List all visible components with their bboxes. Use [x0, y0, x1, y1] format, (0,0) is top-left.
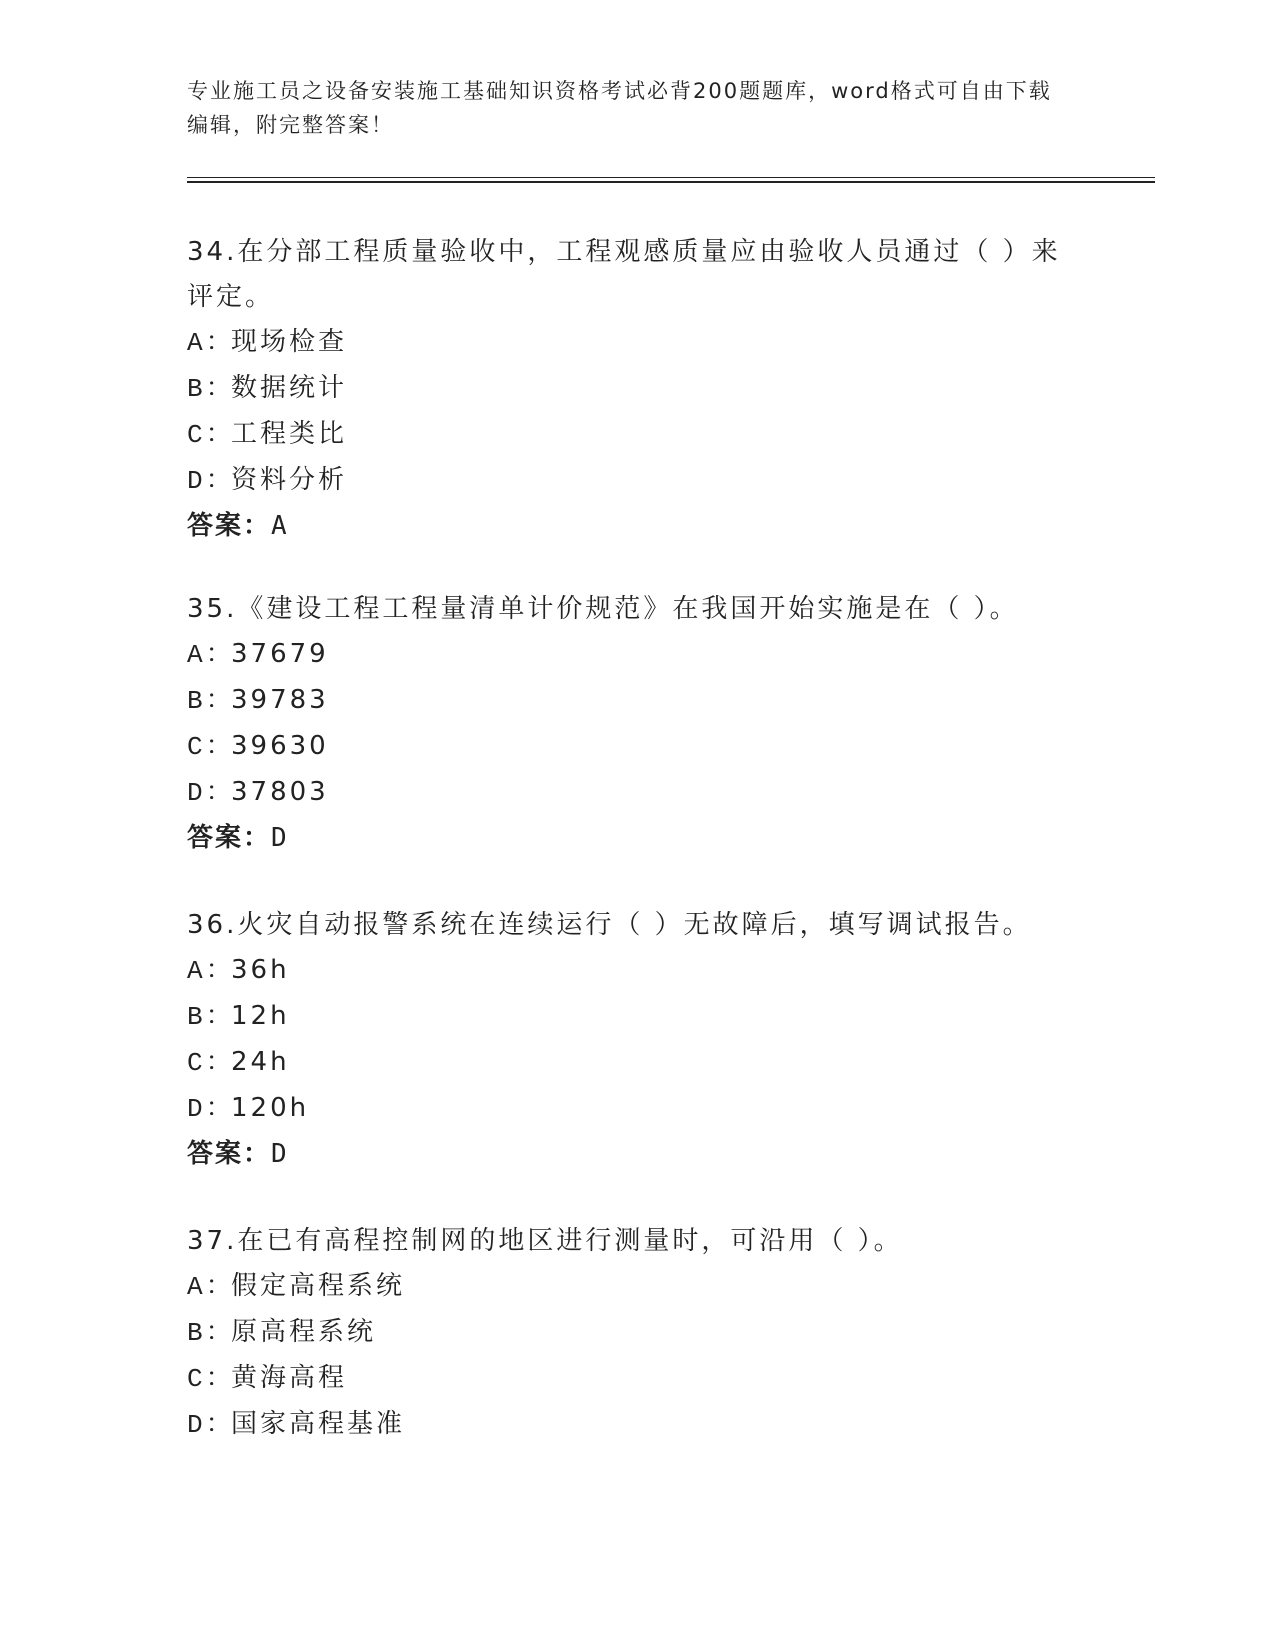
question-stem: 35.《建设工程工程量清单计价规范》在我国开始实施是在（ ）。	[187, 594, 1019, 624]
question-stem: 34.在分部工程质量验收中，工程观感质量应由验收人员通过（ ）来评定。	[187, 237, 1061, 312]
option-key: D：	[187, 778, 235, 808]
option-text: 39783	[231, 685, 329, 715]
option-text: 120h	[231, 1093, 310, 1123]
option-c	[187, 1040, 1067, 1086]
option-key: A：	[187, 956, 235, 986]
option-a	[187, 1264, 1067, 1310]
option-text: 工程类比	[231, 419, 348, 449]
answer-value: A	[271, 511, 289, 541]
option-text: 37803	[231, 777, 329, 807]
question-35	[187, 587, 1067, 861]
header-divider-thick	[187, 181, 1155, 183]
option-text: 24h	[231, 1047, 290, 1077]
option-text: 国家高程基准	[231, 1409, 406, 1439]
option-text: 12h	[231, 1001, 290, 1031]
option-key: A：	[187, 328, 235, 358]
header-divider-thin	[187, 177, 1155, 178]
answer-line	[187, 1132, 1067, 1177]
document-header-title: 专业施工员之设备安装施工基础知识资格考试必背200题题库，word格式可自由下载编辑，附完整答案！	[187, 79, 1052, 137]
option-text: 36h	[231, 955, 290, 985]
option-key: A：	[187, 1272, 235, 1302]
option-d	[187, 770, 1067, 816]
option-c	[187, 724, 1067, 770]
option-text: 假定高程系统	[231, 1271, 406, 1301]
option-text: 黄海高程	[231, 1363, 348, 1393]
option-b	[187, 1310, 1067, 1356]
answer-label: 答案：	[187, 511, 272, 541]
option-a	[187, 948, 1067, 994]
option-c	[187, 412, 1067, 458]
option-key: C：	[187, 1048, 235, 1078]
option-key: D：	[187, 1410, 235, 1440]
option-text: 37679	[231, 639, 329, 669]
option-text: 资料分析	[231, 465, 348, 495]
question-stem: 37.在已有高程控制网的地区进行测量时，可沿用（ ）。	[187, 1226, 903, 1256]
answer-line	[187, 816, 1067, 861]
answer-value: D	[271, 1139, 289, 1169]
option-key: D：	[187, 1094, 235, 1124]
option-key: B：	[187, 1318, 235, 1348]
question-34	[187, 230, 1067, 549]
option-key: B：	[187, 1002, 235, 1032]
option-text: 39630	[231, 731, 329, 761]
option-key: C：	[187, 1364, 235, 1394]
answer-line	[187, 504, 1067, 549]
answer-label: 答案：	[187, 823, 272, 853]
option-text: 数据统计	[231, 373, 348, 403]
option-key: A：	[187, 640, 235, 670]
answer-value: D	[271, 823, 289, 853]
answer-label: 答案：	[187, 1139, 272, 1169]
option-a	[187, 320, 1067, 366]
option-b	[187, 994, 1067, 1040]
option-d	[187, 458, 1067, 504]
option-key: B：	[187, 374, 235, 404]
question-36	[187, 903, 1067, 1177]
option-d	[187, 1086, 1067, 1132]
option-a	[187, 632, 1067, 678]
option-text: 现场检查	[231, 327, 348, 357]
option-b	[187, 678, 1067, 724]
option-key: B：	[187, 686, 235, 716]
option-text: 原高程系统	[231, 1317, 377, 1347]
option-key: C：	[187, 732, 235, 762]
question-37	[187, 1219, 1067, 1448]
option-key: C：	[187, 420, 235, 450]
option-c	[187, 1356, 1067, 1402]
option-d	[187, 1402, 1067, 1448]
option-key: D：	[187, 466, 235, 496]
question-stem: 36.火灾自动报警系统在连续运行（ ）无故障后，填写调试报告。	[187, 910, 1032, 940]
option-b	[187, 366, 1067, 412]
